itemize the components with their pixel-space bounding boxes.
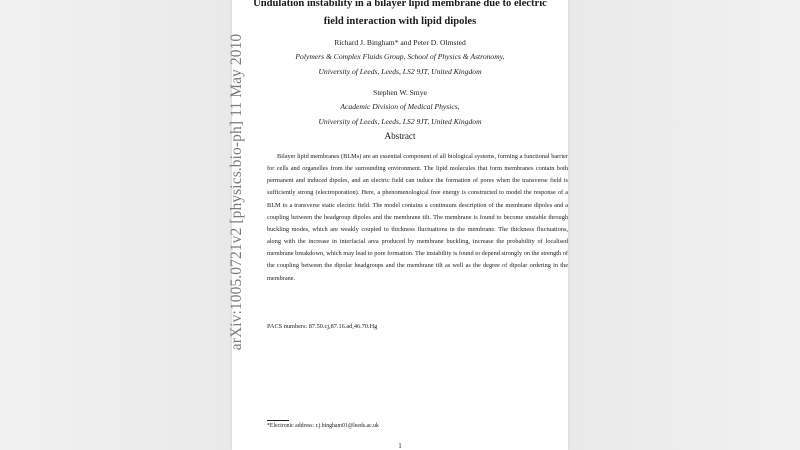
affiliation-2-line-2: University of Leeds, Leeds, LS2 9JT, United Kingdom: [318, 117, 482, 126]
abstract-heading: Abstract: [384, 131, 416, 141]
paper-title: [232, 0, 568, 31]
affiliation-2-line-1: Academic Division of Medical Physics,: [340, 102, 460, 111]
authors-secondary: Stephen W. Smye: [373, 88, 427, 97]
viewer-background-right: [568, 0, 800, 450]
abstract-body: Bilayer lipid membranes (BLMs) are an essential component of all biological systems, forming a functional barrier for cells and organelles from the surrounding environment. The lipid molecules that form membranes contain both permanent and induced dipoles, and an electric field can induce the formation of pores when the transverse field is sufficiently strong (electroporation). Here, a phenomenological free energy is constructed to model the response of a BLM to a transverse static electric field. The model contains a continuum description of the membrane dipoles and a coupling between the headgroup dipoles and the membrane tilt. The membrane is found to become unstable through buckling modes, which are weakly coupled to thickness fluctuations in the membrane. The thickness fluctuations, along with the increase in interfacial area produced by membrane buckling, increase the probability of localised membrane breakdown, which may lead to pore formation. The instability is found to depend strongly on the strength of the coupling between the dipolar headgroups and the membrane tilt as well as the degree of dipolar ordering in the membrane.: [267, 153, 568, 282]
footnote-email: *Electronic address: r.j.bingham01@leeds.ac.uk: [267, 423, 379, 429]
affiliation-1-line-1: Polymers & Complex Fluids Group, School of Physics & Astronomy,: [295, 52, 505, 61]
pacs-numbers: PACS numbers: 87.50.cj,87.16.ad,46.70.Hg: [267, 323, 378, 330]
footnote-rule: [267, 420, 289, 421]
arxiv-identifier[interactable]: arXiv:1005.0721v2 [physics.bio-ph] 11 May 2010: [228, 33, 245, 351]
authors-primary: Richard J. Bingham* and Peter D. Olmsted: [334, 38, 466, 47]
page-number: 1: [398, 442, 402, 450]
pdf-page[interactable]: [228, 0, 568, 450]
title-line-2: field interaction with lipid dipoles: [323, 16, 477, 27]
affiliation-1-line-2: University of Leeds, Leeds, LS2 9JT, United Kingdom: [318, 67, 482, 76]
title-line-1: Undulation instability in a bilayer lipid membrane due to electric: [253, 0, 547, 9]
viewer-background-left: [0, 0, 232, 450]
